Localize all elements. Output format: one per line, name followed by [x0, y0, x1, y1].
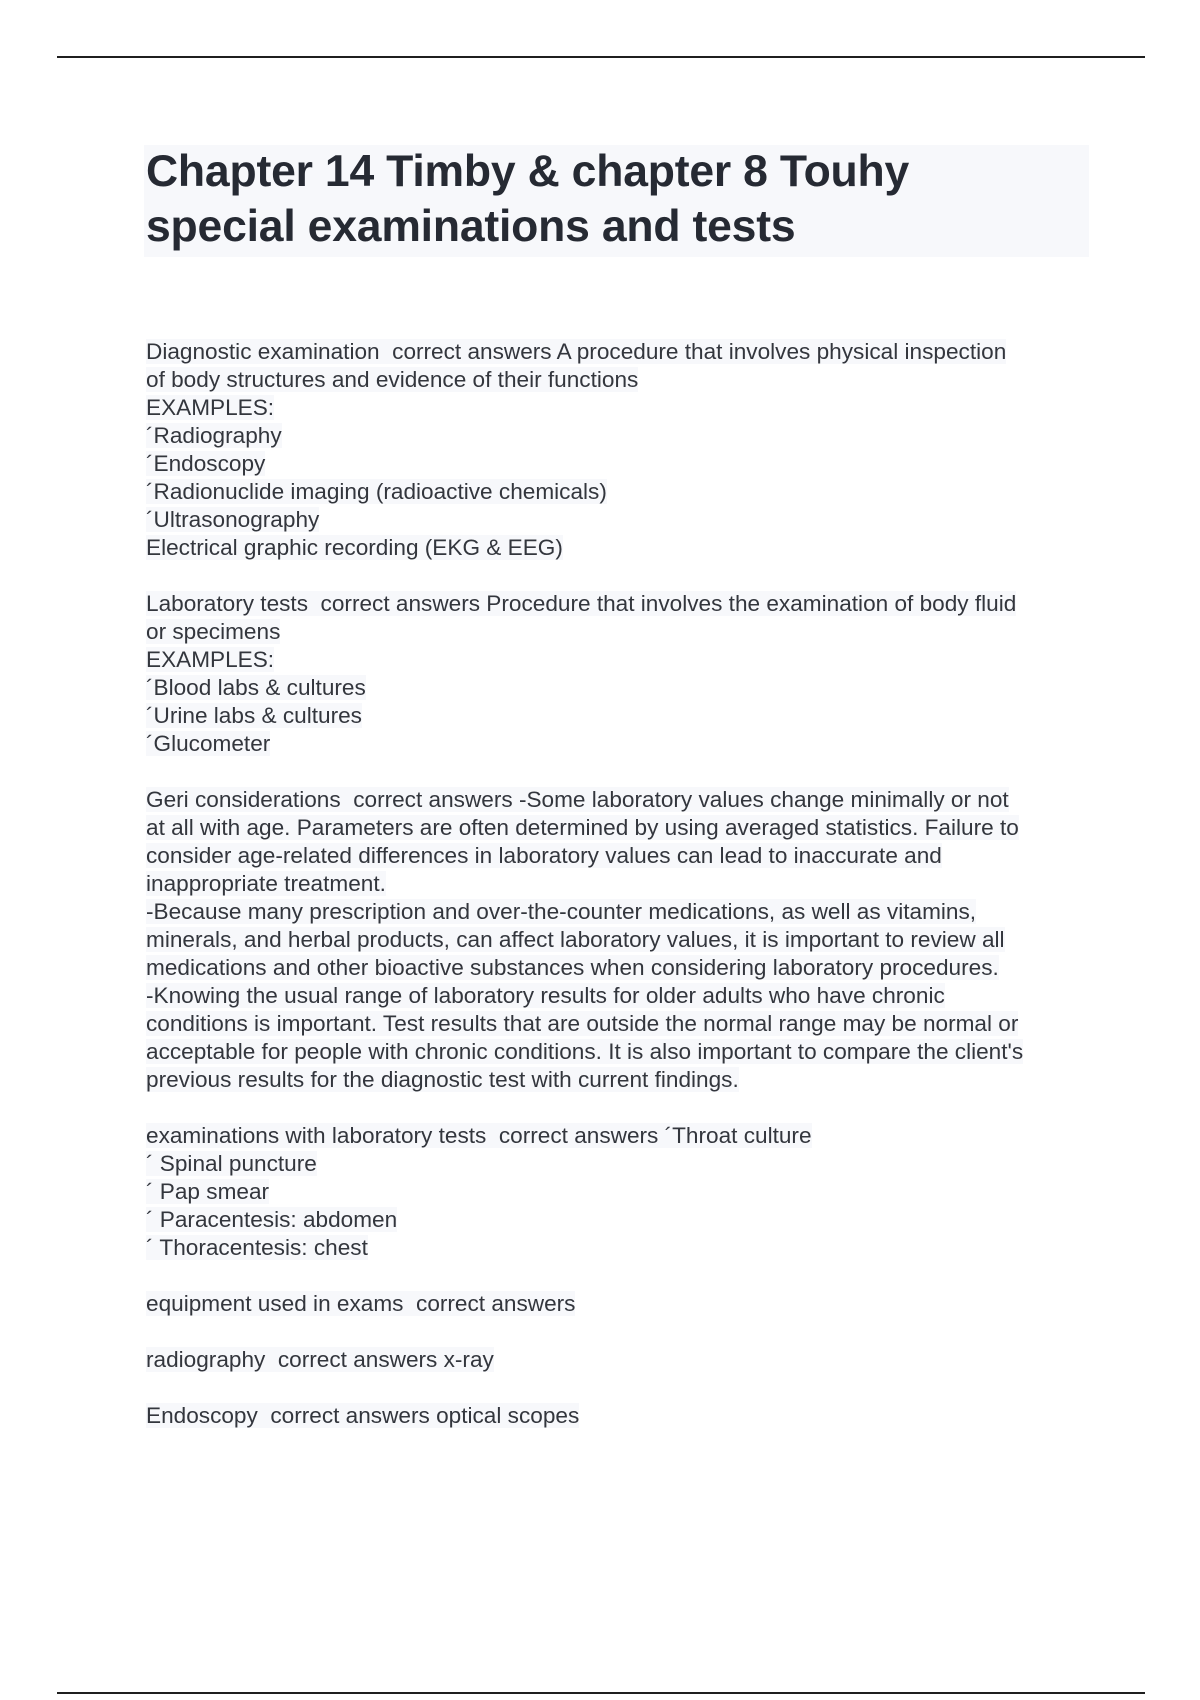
entry-line: inappropriate treatment. [146, 871, 386, 896]
entry-line: equipment used in exams correct answers [146, 1291, 576, 1316]
entry-line: ´ Pap smear [146, 1179, 270, 1204]
entry-line: ´Endoscopy [146, 451, 266, 476]
page-title [146, 144, 1086, 254]
entry-line: previous results for the diagnostic test with current findings. [146, 1067, 739, 1092]
entry-line: Laboratory tests correct answers Procedure that involves the examination of body fluid [146, 591, 1017, 616]
entry-line: -Knowing the usual range of laboratory results for older adults who have chronic [146, 983, 945, 1008]
entry-line: EXAMPLES: [146, 647, 275, 672]
entry-line: Electrical graphic recording (EKG & EEG) [146, 535, 563, 560]
entry-line: radiography correct answers x-ray [146, 1347, 494, 1372]
entry-line: minerals, and herbal products, can affect laboratory values, it is important to review all [146, 927, 1005, 952]
entry-line: or specimens [146, 619, 281, 644]
title-line: special examinations and tests [146, 202, 796, 251]
entry-equipment-used-in-exams [146, 1290, 1091, 1318]
entry-line: acceptable for people with chronic conditions. It is also important to compare the client's [146, 1039, 1024, 1064]
entry-line: ´ Paracentesis: abdomen [146, 1207, 398, 1232]
entry-geri-considerations [146, 786, 1091, 1094]
entry-line: -Because many prescription and over-the-counter medications, as well as vitamins, [146, 899, 977, 924]
entry-line: ´Radiography [146, 423, 282, 448]
entry-line: at all with age. Parameters are often determined by using averaged statistics. Failure to [146, 815, 1019, 840]
title-line: Chapter 14 Timby & chapter 8 Touhy [146, 147, 910, 196]
footer-rule [57, 1692, 1145, 1694]
entry-line: ´ Thoracentesis: chest [146, 1235, 368, 1260]
entry-line: conditions is important. Test results that are outside the normal range may be normal or [146, 1011, 1019, 1036]
entry-line: ´ Spinal puncture [146, 1151, 317, 1176]
entry-line: ´Blood labs & cultures [146, 675, 366, 700]
entry-line: ´Urine labs & cultures [146, 703, 362, 728]
entry-line: examinations with laboratory tests correct answers ´Throat culture [146, 1123, 812, 1148]
entry-laboratory-tests [146, 590, 1091, 758]
entry-line: ´Radionuclide imaging (radioactive chemicals) [146, 479, 607, 504]
entry-line: Diagnostic examination correct answers A procedure that involves physical inspection [146, 339, 1007, 364]
entry-line: EXAMPLES: [146, 395, 275, 420]
entry-line: ´Ultrasonography [146, 507, 320, 532]
entry-line: of body structures and evidence of their functions [146, 367, 639, 392]
entry-radiography [146, 1346, 1091, 1374]
entry-line: Geri considerations correct answers -Some laboratory values change minimally or not [146, 787, 1009, 812]
entry-examinations-with-laboratory-tests [146, 1122, 1091, 1262]
entry-endoscopy [146, 1402, 1091, 1430]
entry-line: Endoscopy correct answers optical scopes [146, 1403, 580, 1428]
entry-diagnostic-examination [146, 338, 1091, 562]
entry-line: consider age-related differences in laboratory values can lead to inaccurate and [146, 843, 942, 868]
document-body [146, 338, 1091, 1458]
entry-line: medications and other bioactive substances when considering laboratory procedures. [146, 955, 999, 980]
entry-line: ´Glucometer [146, 731, 271, 756]
header-rule [57, 56, 1145, 58]
